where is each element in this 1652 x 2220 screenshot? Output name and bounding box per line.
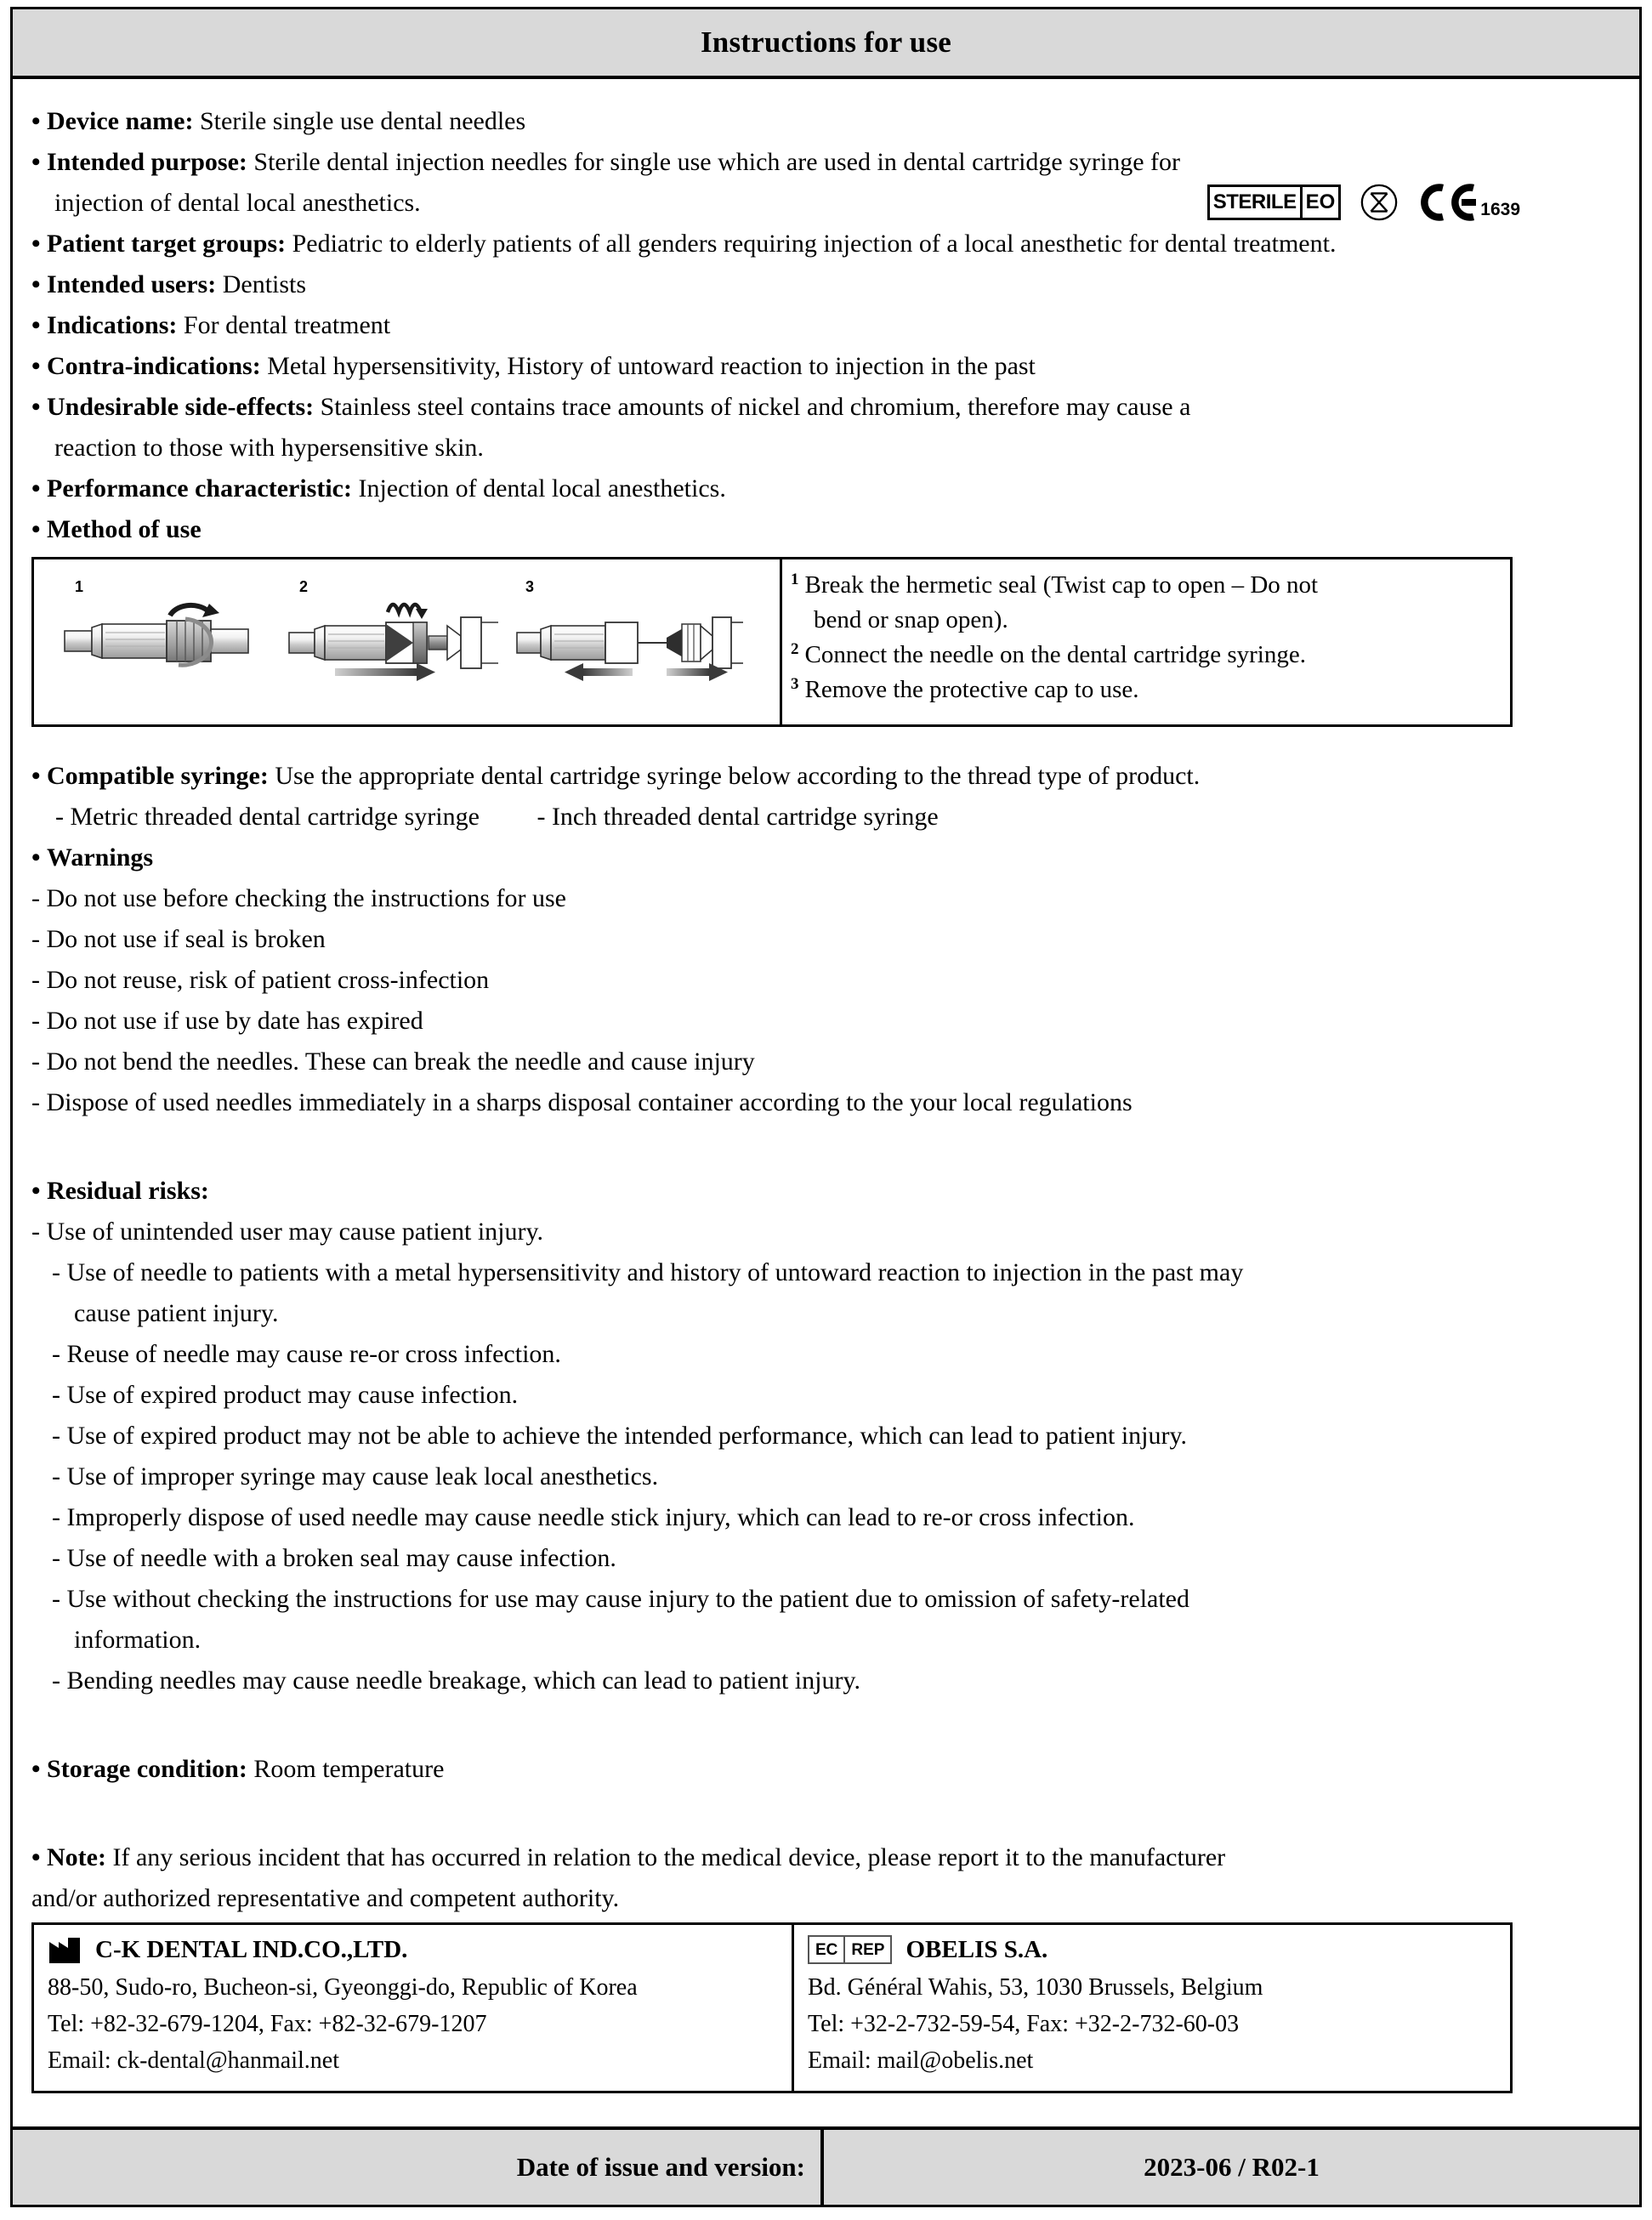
factory-icon <box>48 1935 82 1964</box>
field-note <box>31 1837 1621 1878</box>
residual-risk-item: - Use of improper syringe may cause leak local anesthetics. <box>52 1462 659 1490</box>
residual-risk-item: - Use of needle to patients with a metal hypersensitivity and history of untoward reaction to injection in the past may <box>52 1258 1244 1286</box>
residual-risk-item: - Use of unintended user may cause patient injury. <box>31 1218 544 1246</box>
bullet-marker: • <box>31 474 48 502</box>
field-label: Intended users: <box>47 270 217 298</box>
field-value: For dental treatment <box>177 311 391 339</box>
residual-risk-item: - Use of expired product may cause infection. <box>52 1381 519 1409</box>
ec-rep-address: Bd. Général Wahis, 53, 1030 Brussels, Belgium <box>808 1974 1263 2001</box>
figure-number-3: 3 <box>525 578 535 595</box>
field-label: Contra-indications: <box>47 352 261 380</box>
document-body <box>13 79 1639 2093</box>
warning-item: - Do not use before checking the instructions for use <box>31 884 566 912</box>
ec-rep-icon <box>808 1935 892 1964</box>
compatible-syringe-options <box>31 797 1621 837</box>
warning-item: - Do not bend the needles. These can break the needle and cause injury <box>31 1048 755 1076</box>
contact-boxes <box>31 1922 1513 2093</box>
field-value: Dentists <box>216 270 307 298</box>
warning-item: - Do not use if use by date has expired <box>31 1007 423 1035</box>
bullet-marker: • <box>31 762 48 790</box>
method-step-1-continued <box>791 603 1498 638</box>
spacer <box>31 1790 1621 1837</box>
document-title-bar <box>13 9 1639 79</box>
field-intended-purpose <box>31 142 1621 183</box>
option-gap <box>480 803 537 831</box>
field-intended-purpose-continued: injection of dental local anesthetics. <box>54 189 421 217</box>
field-value: Room temperature <box>247 1755 445 1783</box>
residual-risk-item: - Bending needles may cause needle breakage, which can lead to patient injury. <box>52 1666 861 1695</box>
field-value: Sterile dental injection needles for single use which are used in dental cartridge syringe for <box>247 148 1181 176</box>
field-label: Undesirable side-effects: <box>47 393 315 421</box>
step-number: 3 <box>791 675 799 693</box>
sterile-label: STERILE <box>1212 190 1297 213</box>
sterile-method-label: EO <box>1300 187 1339 218</box>
spacer <box>31 1123 1621 1171</box>
manufacturer-header <box>48 1935 778 1964</box>
warning-item: - Do not use if seal is broken <box>31 925 326 953</box>
manufacturer-email: Email: ck-dental@hanmail.net <box>48 2047 339 2074</box>
field-label: Compatible syringe: <box>47 762 269 790</box>
method-step-1 <box>791 568 1498 603</box>
ec-rep-email: Email: mail@obelis.net <box>808 2047 1034 2074</box>
method-of-use-panel <box>31 557 1513 727</box>
field-undesirable-side-effects-continued: reaction to those with hypersensitive skin. <box>54 434 484 462</box>
manufacturer-address: 88-50, Sudo-ro, Bucheon-si, Gyeonggi-do, Republic of Korea <box>48 1974 638 2001</box>
method-figures-area <box>34 559 782 724</box>
field-storage-condition <box>31 1749 1621 1790</box>
field-label: Note: <box>47 1843 106 1871</box>
residual-risk-item: - Use of expired product may not be able to achieve the intended performance, which can lead to patient injury. <box>52 1422 1188 1450</box>
rep-label: REP <box>843 1937 890 1962</box>
ec-rep-name: OBELIS S.A. <box>905 1935 1048 1963</box>
bullet-marker: • <box>31 1177 48 1205</box>
field-contra-indications <box>31 346 1621 387</box>
manufacturer-name: C-K DENTAL IND.CO.,LTD. <box>95 1935 408 1963</box>
step-text-continued: bend or snap open). <box>814 606 1008 633</box>
bullet-marker: • <box>31 1755 48 1783</box>
ec-rep-header <box>808 1935 1496 1964</box>
manufacturer-phone: Tel: +82-32-679-1204, Fax: +82-32-679-1207 <box>48 2011 487 2037</box>
warning-item: - Dispose of used needles immediately in a sharps disposal container according to the your local regulations <box>31 1088 1133 1116</box>
step-number: 2 <box>791 640 799 658</box>
symbol-cluster <box>1207 183 1520 222</box>
field-device-name <box>31 101 1621 142</box>
field-note-continued: and/or authorized representative and competent authority. <box>31 1884 620 1912</box>
residual-risk-item-continued: cause patient injury. <box>74 1299 279 1327</box>
bullet-marker: • <box>31 352 48 380</box>
page-title: Instructions for use <box>700 26 952 59</box>
method-step-2 <box>791 638 1498 673</box>
residual-risk-item: - Reuse of needle may cause re-or cross infection. <box>52 1340 561 1368</box>
field-value: If any serious incident that has occurred in relation to the medical device, please report it to the manufacturer <box>105 1843 1226 1871</box>
field-value: Metal hypersensitivity, History of untoward reaction to injection in the past <box>260 352 1036 380</box>
step-text: Connect the needle on the dental cartridge syringe. <box>804 641 1306 668</box>
method-step-3 <box>791 673 1498 707</box>
option-metric: - Metric threaded dental cartridge syringe <box>55 803 480 831</box>
document-page <box>10 7 1642 2207</box>
bullet-marker: • <box>31 393 48 421</box>
bullet-marker: • <box>31 843 48 872</box>
twist-cap-figure <box>58 590 270 684</box>
ce-mark-icon <box>1417 183 1520 222</box>
field-label: Indications: <box>47 311 178 339</box>
bullet-marker: • <box>31 515 48 543</box>
field-value: Sterile single use dental needles <box>193 107 526 135</box>
figure-number-1: 1 <box>75 578 84 595</box>
ec-rep-box <box>794 1925 1510 2091</box>
field-label: Method of use <box>47 515 202 543</box>
spacer <box>31 1701 1621 1749</box>
warning-item: - Do not reuse, risk of patient cross-infection <box>31 966 490 994</box>
field-label: Intended purpose: <box>47 148 247 176</box>
bullet-marker: • <box>31 148 48 176</box>
field-compatible-syringe <box>31 756 1621 797</box>
figure-number-2: 2 <box>299 578 309 595</box>
field-method-of-use <box>31 509 1621 550</box>
spacer <box>31 727 1621 756</box>
bullet-marker: • <box>31 311 48 339</box>
document-footer <box>13 2126 1639 2205</box>
bullet-marker: • <box>31 270 48 298</box>
field-label: Warnings <box>47 843 154 872</box>
bullet-marker: • <box>31 1843 48 1871</box>
date-of-issue-value: 2023-06 / R02-1 <box>1144 2152 1320 2182</box>
residual-risk-item: - Use of needle with a broken seal may cause infection. <box>52 1544 616 1572</box>
field-residual-risks <box>31 1171 1621 1212</box>
field-label: Storage condition: <box>47 1755 247 1783</box>
field-value: Use the appropriate dental cartridge syringe below according to the thread type of product. <box>268 762 1201 790</box>
field-value: Pediatric to elderly patients of all genders requiring injection of a local anesthetic for dental treatment. <box>286 230 1337 258</box>
method-steps-area <box>782 559 1510 724</box>
do-not-reuse-icon <box>1360 183 1399 222</box>
ec-rep-phone: Tel: +32-2-732-59-54, Fax: +32-2-732-60-03 <box>808 2011 1240 2037</box>
sterile-eo-icon <box>1207 185 1342 220</box>
manufacturer-box <box>34 1925 794 2091</box>
field-patient-target-groups <box>31 224 1621 264</box>
option-inch: - Inch threaded dental cartridge syringe <box>536 803 939 831</box>
field-label: Residual risks: <box>47 1177 209 1205</box>
field-label: Patient target groups: <box>47 230 287 258</box>
residual-risk-item: - Use without checking the instructions for use may cause injury to the patient due to omission of safety-related <box>52 1585 1189 1613</box>
remove-cap-figure <box>515 585 745 684</box>
bullet-marker: • <box>31 230 48 258</box>
field-performance-characteristic <box>31 468 1621 509</box>
step-text: Remove the protective cap to use. <box>804 676 1139 703</box>
field-label: Device name: <box>47 107 194 135</box>
residual-risk-item: - Improperly dispose of used needle may cause needle stick injury, which can lead to re-or cross infection. <box>52 1503 1135 1531</box>
field-label: Performance characteristic: <box>47 474 352 502</box>
field-value: Stainless steel contains trace amounts of nickel and chromium, therefore may cause a <box>314 393 1191 421</box>
step-number: 1 <box>791 571 799 588</box>
residual-risk-item-continued: information. <box>74 1626 202 1654</box>
bullet-marker: • <box>31 107 48 135</box>
ce-number: 1639 <box>1480 200 1520 219</box>
date-of-issue-label: Date of issue and version: <box>13 2130 824 2205</box>
field-warnings <box>31 837 1621 878</box>
field-intended-users <box>31 264 1621 305</box>
field-indications <box>31 305 1621 346</box>
field-undesirable-side-effects <box>31 387 1621 428</box>
connect-needle-figure <box>286 585 507 684</box>
field-value: Injection of dental local anesthetics. <box>351 474 726 502</box>
ec-label: EC <box>815 1940 838 1959</box>
step-text: Break the hermetic seal (Twist cap to open – Do not <box>804 571 1319 599</box>
